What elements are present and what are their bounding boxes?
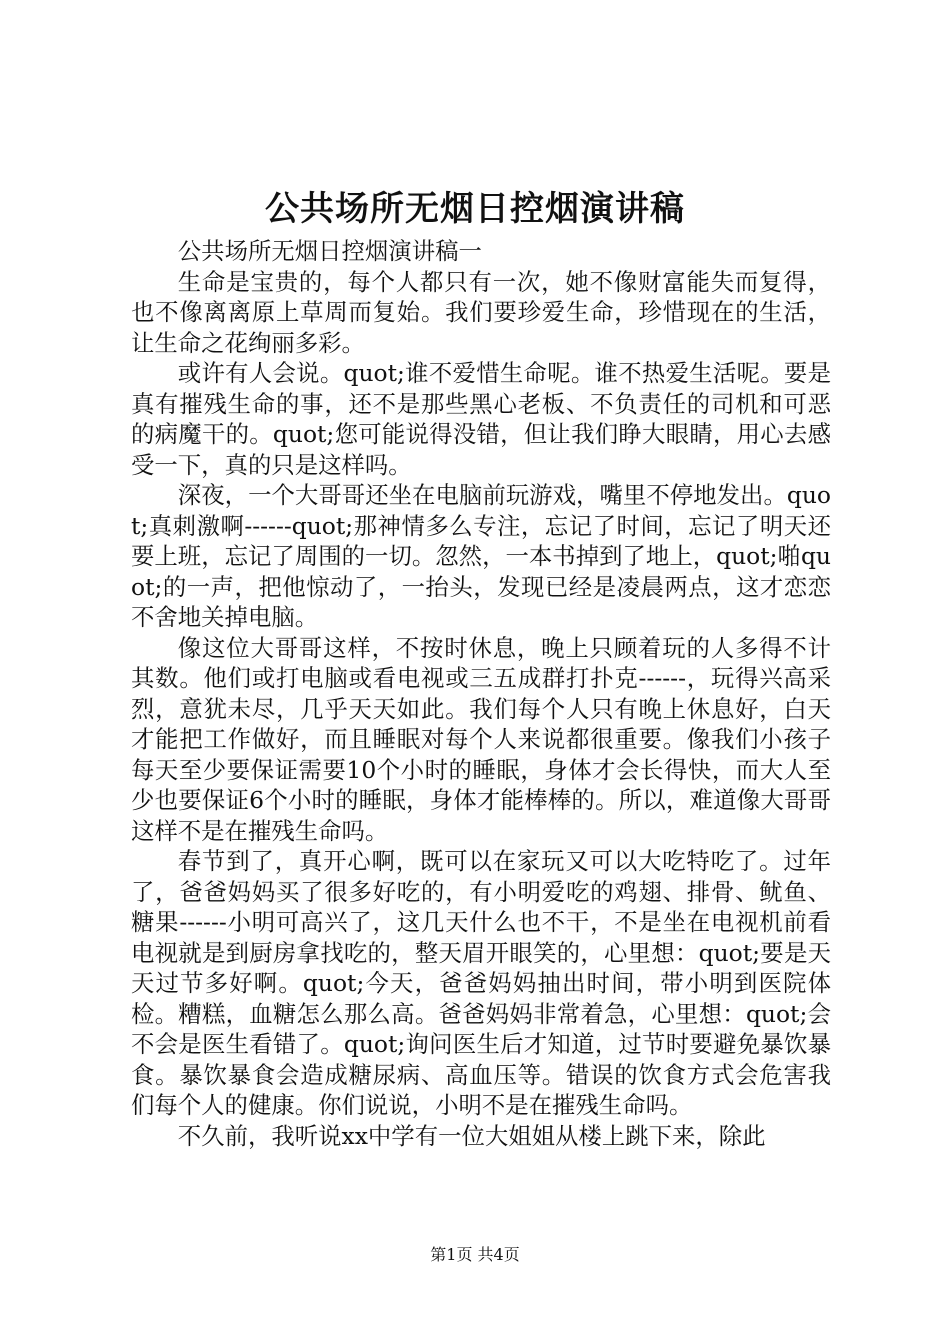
paragraph: 公共场所无烟日控烟演讲稿一: [177, 237, 482, 265]
paragraph: 深夜，一个大哥哥还坐在电脑前玩游戏，嘴里不停地发出。quot;真刺激啊------quot;那神情多么专注，忘记了时间，忘记了明天还要上班，忘记了周围的一切。忽然，一本书掉到了地上，quot;啪quot;的一声，把他惊动了，一抬头，发现已经是凌晨两点，这才恋恋不舍地关掉电脑。: [131, 481, 831, 631]
paragraph: 春节到了，真开心啊，既可以在家玩又可以大吃特吃了。过年了，爸爸妈妈买了很多好吃的，有小明爱吃的鸡翅、排骨、鱿鱼、糖果------小明可高兴了，这几天什么也不干，不是坐在电视机前看电视就是到厨房拿找吃的，整天眉开眼笑的，心里想：quot;要是天天过节多好啊。quot;今天，爸爸妈妈抽出时间，带小明到医院体检。糟糕，血糖怎么那么高。爸爸妈妈非常着急，心里想：quot;会不会是医生看错了。quot;询问医生后才知道，过节时要避免暴饮暴食。暴饮暴食会造成糖尿病、高血压等。错误的饮食方式会危害我们每个人的健康。你们说说，小明不是在摧残生命吗。: [131, 847, 831, 1119]
paragraph: 或许有人会说。quot;谁不爱惜生命呢。谁不热爱生活呢。要是真有摧残生命的事，还不是那些黑心老板、不负责任的司机和可恶的病魔干的。quot;您可能说得没错，但让我们睁大眼睛，用心去感受一下，真的只是这样吗。: [131, 359, 831, 479]
paragraph: 不久前，我听说xx中学有一位大姐姐从楼上跳下来，除此: [177, 1121, 766, 1150]
paragraph: 生命是宝贵的，每个人都只有一次，她不像财富能失而复得，也不像离离原上草周而复始。我们要珍爱生命，珍惜现在的生活，让生命之花绚丽多彩。: [131, 267, 831, 357]
document-title: 公共场所无烟日控烟演讲稿: [265, 189, 685, 229]
page-footer: 第1页 共4页: [430, 1245, 520, 1264]
document-body: [131, 236, 831, 1151]
paragraph: 像这位大哥哥这样，不按时休息，晚上只顾着玩的人多得不计其数。他们或打电脑或看电视或三五成群打扑克------，玩得兴高采烈，意犹未尽，几乎天天如此。我们每个人只有晚上休息好，白天才能把工作做好，而且睡眠对每个人来说都很重要。像我们小孩子每天至少要保证需要10个小时的睡眠，身体才会长得快，而大人至少也要保证6个小时的睡眠，身体才能棒棒的。所以，难道像大哥哥这样不是在摧残生命吗。: [131, 633, 831, 845]
